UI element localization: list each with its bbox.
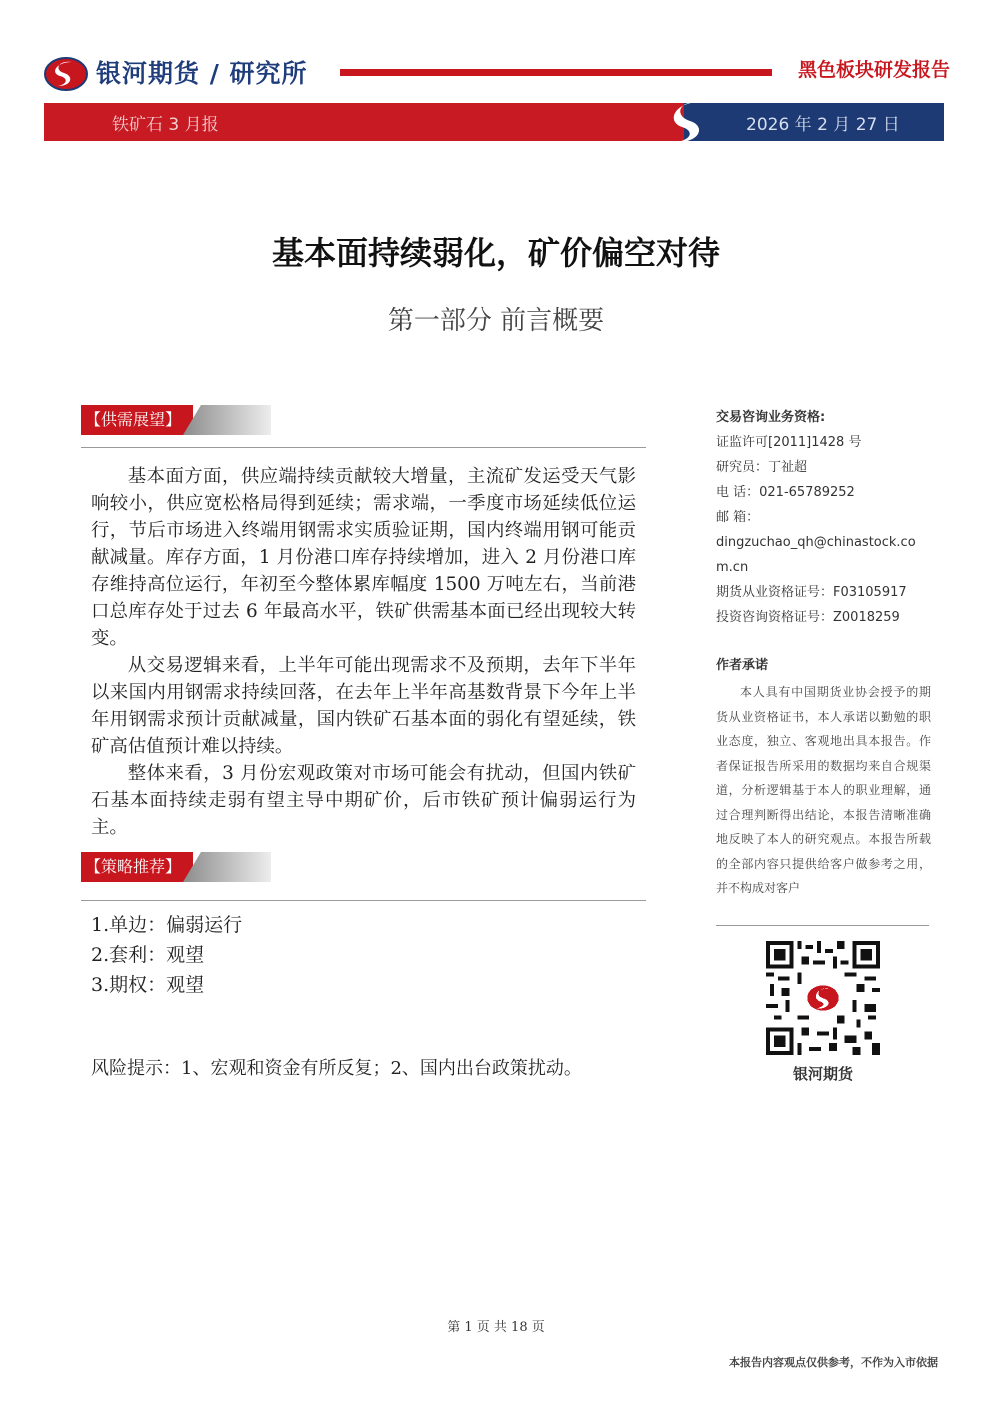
email-label: 邮 箱： [716, 510, 760, 525]
section-tag-strategy [81, 852, 271, 882]
phone: 电 话：021-65789252 [716, 485, 855, 500]
header-red-rule [340, 69, 772, 76]
brand-name: 银河期货 / 研究所 [96, 59, 308, 88]
strategy-item: 3.期权：观望 [91, 974, 205, 996]
qr-code-icon[interactable] [766, 941, 880, 1055]
section-tag-fade [183, 405, 271, 435]
qr-caption: 银河期货 [792, 1065, 853, 1083]
report-title: 基本面持续弱化，矿价偏空对待 [271, 234, 720, 272]
author-pledge-body: 本人具有中国期货业协会授予的期货从业资格证书，本人承诺以勤勉的职业态度，独立、客观地出具本报告。作者保证报告所采用的数据均来自合规渠道，分析逻辑基于本人的职业理解，通过合理判断得出结论，本报告清晰准确地反映了本人的研究观点。本报告所载的全部内容只提供给客户做参考之用，并不构成对客户 [716, 685, 931, 895]
section-divider [81, 447, 646, 448]
futures-cert: 期货从业资格证号：F03105917 [716, 585, 907, 600]
sidebar-info [716, 405, 931, 630]
report-type: 黑色板块研发报告 [797, 59, 950, 81]
section-tag-supply-demand [81, 405, 271, 435]
strategy-item: 1.单边：偏弱运行 [91, 914, 243, 936]
paragraph: 基本面方面，供应端持续贡献较大增量，主流矿发运受天气影响较小，供应宽松格局得到延续；需求端，一季度市场延续低位运行，节后市场进入终端用钢需求实质验证期，国内终端用钢可能贡献减量。库存方面，1 月份港口库存持续增加，进入 2 月份港口库存维持高位运行，年初至今整体累库幅度 1500 万吨左右，当前港口总库存处于过去 6 年最高水平，铁矿供需基本面已经出现较大转变。 [91, 466, 636, 649]
invest-cert: 投资咨询资格证号：Z0018259 [716, 610, 900, 625]
section-tag-label: 【供需展望】 [81, 405, 193, 435]
band-s-mark-icon [660, 98, 720, 146]
page-number: 第 1 页 共 18 页 [447, 1320, 545, 1335]
report-date: 2026 年 2 月 27 日 [746, 115, 900, 135]
risk-warning: 风险提示：1、宏观和资金有所反复；2、国内出台政策扰动。 [91, 1058, 582, 1079]
section-tag-label: 【策略推荐】 [81, 852, 193, 882]
paragraph: 从交易逻辑来看，上半年可能出现需求不及预期，去年下半年以来国内用钢需求持续回落，在去年上半年高基数背景下今年上半年用钢需求预计贡献减量，国内铁矿石基本面的弱化有望延续，铁矿高估值预计难以持续。 [91, 655, 636, 757]
email-address[interactable]: dingzuchao_qh@chinastock.com.cn [716, 535, 916, 575]
sidebar-divider [716, 925, 929, 926]
section-tag-fade [183, 852, 271, 882]
author-pledge [716, 656, 931, 902]
galaxy-logo-icon [44, 56, 88, 92]
footer-disclaimer: 本报告内容观点仅供参考，不作为入市依据 [729, 1356, 938, 1369]
strategy-item: 2.套利：观望 [91, 944, 205, 966]
qualification-value: 证监许可[2011]1428 号 [716, 435, 862, 450]
section-divider [81, 900, 646, 901]
paragraph: 整体来看，3 月份宏观政策对市场可能会有扰动，但国内铁矿石基本面持续走弱有望主导中期矿价，后市铁矿预计偏弱运行为主。 [91, 763, 636, 838]
researcher: 研究员：丁祉超 [716, 460, 808, 475]
qualification-label: 交易咨询业务资格: [716, 410, 826, 425]
part-heading: 第一部分 前言概要 [387, 306, 605, 336]
author-pledge-title: 作者承诺 [716, 658, 769, 673]
report-subject: 铁矿石 3 月报 [112, 115, 219, 135]
